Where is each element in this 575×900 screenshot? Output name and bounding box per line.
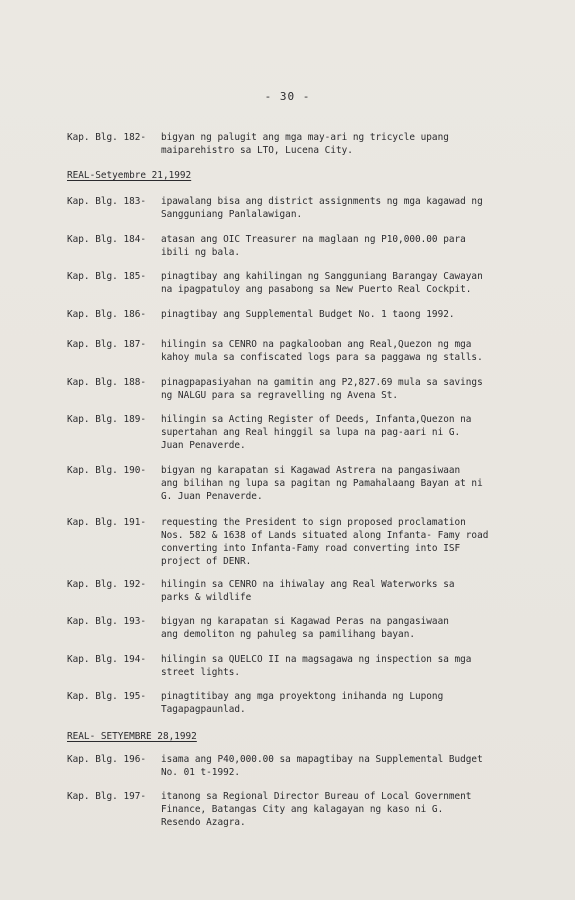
resolution-text-line: converting into Infanta-Famy road converting into ISF <box>161 543 461 554</box>
section-heading: REAL-Setyembre 21,1992 <box>67 170 192 181</box>
resolution-text-line: bigyan ng karapatan si Kagawad Peras na pangasiwaan <box>161 616 449 627</box>
resolution-number: Kap. Blg. 192- <box>67 579 147 590</box>
resolution-text-line: ibili ng bala. <box>161 247 241 258</box>
resolution-text-line: pinagpapasiyahan na gamitin ang P2,827.69 mula sa savings <box>161 377 483 388</box>
resolution-text-line: ipawalang bisa ang district assignments ng mga kagawad ng <box>161 196 483 207</box>
resolution-text-line: Juan Penaverde. <box>161 440 246 451</box>
resolution-text-line: ng NALGU para sa regravelling ng Avena St. <box>161 390 399 401</box>
resolution-text-line: maiparehistro sa LTO, Lucena City. <box>161 145 353 156</box>
resolution-text <box>161 690 551 716</box>
resolution-text-line: bigyan ng palugit ang mga may-ari ng tricycle upang <box>161 132 449 143</box>
resolution-text-line: project of DENR. <box>161 556 252 567</box>
resolution-text <box>161 233 551 259</box>
resolution-text-line: Nos. 582 & 1638 of Lands situated along Infanta- Famy road <box>161 530 489 541</box>
resolution-number: Kap. Blg. 185- <box>67 271 147 282</box>
resolution-text-line: hilingin sa QUELCO II na magsagawa ng inspection sa mga <box>161 654 472 665</box>
resolution-text-line: hilingin sa Acting Register of Deeds, Infanta,Quezon na <box>161 414 472 425</box>
resolution-text <box>161 131 551 157</box>
resolution-text-line: atasan ang OIC Treasurer na maglaan ng P10,000.00 para <box>161 234 466 245</box>
resolution-number: Kap. Blg. 193- <box>67 616 147 627</box>
resolution-number: Kap. Blg. 183- <box>67 196 147 207</box>
resolution-text-line: bigyan ng karapatan si Kagawad Astrera na pangasiwaan <box>161 465 461 476</box>
resolution-number: Kap. Blg. 197- <box>67 791 147 802</box>
resolution-number: Kap. Blg. 191- <box>67 517 147 528</box>
resolution-number: Kap. Blg. 190- <box>67 465 147 476</box>
resolution-text-line: ang demoliton ng pahuleg sa pamilihang bayan. <box>161 629 415 640</box>
resolution-text-line: pinagtibay ang kahilingan ng Sangguniang Barangay Cawayan <box>161 271 483 282</box>
resolution-number: Kap. Blg. 195- <box>67 691 147 702</box>
resolution-number: Kap. Blg. 188- <box>67 377 147 388</box>
resolution-text-line: pinagtitibay ang mga proyektong inihanda ng Lupong <box>161 691 444 702</box>
resolution-text-line: supertahan ang Real hinggil sa lupa na pag-aari ni G. <box>161 427 461 438</box>
resolution-text-line: requesting the President to sign proposed proclamation <box>161 517 466 528</box>
page-number: - 30 - <box>264 90 311 103</box>
resolution-text <box>161 338 551 364</box>
resolution-number: Kap. Blg. 187- <box>67 339 147 350</box>
resolution-text-line: hilingin sa CENRO na ihiwalay ang Real Waterworks sa <box>161 579 455 590</box>
resolution-text-line: street lights. <box>161 667 241 678</box>
resolution-text-line: Resendo Azagra. <box>161 817 246 828</box>
resolution-text <box>161 615 551 641</box>
resolution-text <box>161 376 551 402</box>
resolution-text <box>161 790 551 829</box>
resolution-text <box>161 516 551 568</box>
section-heading: REAL- SETYEMBRE 28,1992 <box>67 731 197 742</box>
resolution-text-line: Finance, Batangas City ang kalagayan ng kaso ni G. <box>161 804 444 815</box>
resolution-number: Kap. Blg. 182- <box>67 132 147 143</box>
resolution-text-line: Tagapagpaunlad. <box>161 704 246 715</box>
resolution-text <box>161 270 551 296</box>
resolution-text-line: G. Juan Penaverde. <box>161 491 263 502</box>
resolution-text-line: itanong sa Regional Director Bureau of Local Government <box>161 791 472 802</box>
resolution-text <box>161 653 551 679</box>
resolution-text-line: pinagtibay ang Supplemental Budget No. 1 taong 1992. <box>161 309 455 320</box>
resolution-text-line: Sangguniang Panlalawigan. <box>161 209 303 220</box>
resolution-text <box>161 308 551 321</box>
resolution-text-line: isama ang P40,000.00 sa mapagtibay na Supplemental Budget <box>161 754 483 765</box>
resolution-text-line: parks & wildlife <box>161 592 252 603</box>
resolution-text-line: ang bilihan ng lupa sa pagitan ng Pamahalaang Bayan at ni <box>161 478 483 489</box>
resolution-number: Kap. Blg. 196- <box>67 754 147 765</box>
resolution-number: Kap. Blg. 184- <box>67 234 147 245</box>
resolution-text-line: kahoy mula sa confiscated logs para sa paggawa ng stalls. <box>161 352 483 363</box>
resolution-text <box>161 578 551 604</box>
resolution-text <box>161 413 551 452</box>
resolution-number: Kap. Blg. 194- <box>67 654 147 665</box>
resolution-text <box>161 195 551 221</box>
resolution-text <box>161 753 551 779</box>
resolution-text-line: na ipagpatuloy ang pasabong sa New Puerto Real Cockpit. <box>161 284 472 295</box>
resolution-text-line: No. 01 t-1992. <box>161 767 241 778</box>
resolution-number: Kap. Blg. 189- <box>67 414 147 425</box>
resolution-number: Kap. Blg. 186- <box>67 309 147 320</box>
resolution-text <box>161 464 551 503</box>
resolution-text-line: hilingin sa CENRO na pagkalooban ang Real,Quezon ng mga <box>161 339 472 350</box>
